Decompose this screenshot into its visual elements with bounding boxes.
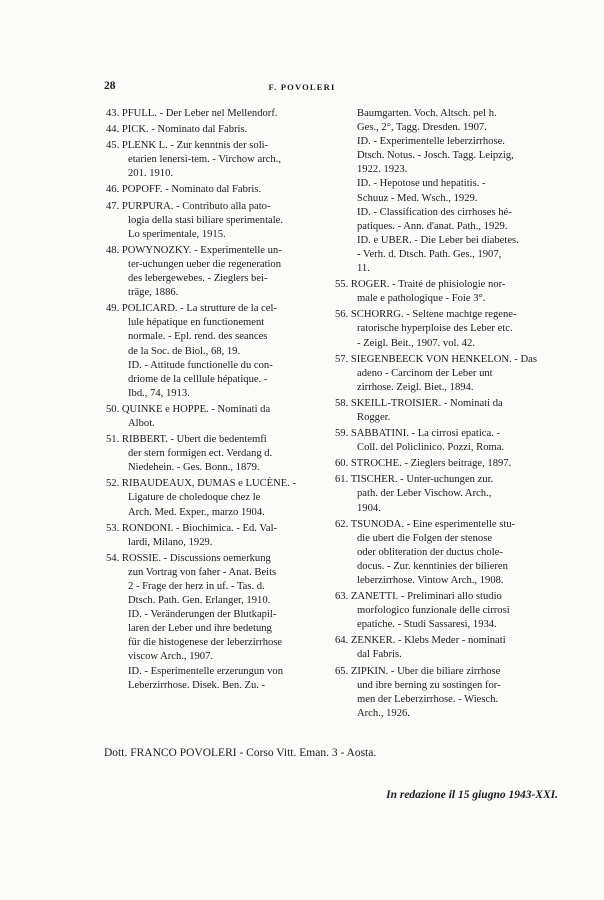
bibliography-entry bbox=[335, 590, 560, 632]
entry-line: oder obliteration der ductus chole- bbox=[357, 546, 503, 558]
bibliography-entry bbox=[335, 107, 560, 276]
entry-line: 57. SIEGENBEECK VON HENKELON. - Das bbox=[335, 353, 537, 365]
entry-line: viscow Arch., 1907. bbox=[128, 651, 214, 663]
entry-line: logia della stasi biliare sperimentale. bbox=[128, 214, 284, 226]
bibliography-entry bbox=[335, 518, 560, 588]
entry-line: 1904. bbox=[357, 502, 381, 514]
entry-line: 49. POLICARD. - La strutture de la cel- bbox=[106, 303, 277, 315]
entry-line: und ibre berning zu sostingen for- bbox=[357, 679, 501, 691]
bibliography-entry bbox=[106, 244, 331, 300]
entry-line: Ibd., 74, 1913. bbox=[128, 387, 190, 399]
entry-line: adeno - Carcinom der Leber unt bbox=[357, 367, 493, 379]
entry-line: 54. ROSSIE. - Discussions oemerkung bbox=[106, 552, 271, 564]
bibliography-entry bbox=[106, 302, 331, 401]
entry-line: docus. - Zur. kenntinies der bilieren bbox=[357, 560, 508, 572]
entry-line: Ligature de choledoque chez le bbox=[128, 492, 261, 504]
entry-line: zirrhose. Zeigl. Biet., 1894. bbox=[357, 381, 474, 393]
entry-line: ter-uchungen ueber die regeneration bbox=[128, 258, 282, 270]
entry-line: 46. POPOFF. - Nominato dal Fabris. bbox=[106, 184, 262, 196]
bibliography-entry bbox=[335, 473, 560, 515]
entry-line: dal Fabris. bbox=[357, 649, 402, 661]
entry-line: patiques. - Ann. d'anat. Path., 1929. bbox=[357, 220, 508, 232]
bibliography-entry bbox=[106, 477, 331, 519]
entry-line: ratorische hyperploise des Leber etc. bbox=[357, 323, 513, 335]
entry-line: Arch. Med. Exper., marzo 1904. bbox=[128, 506, 265, 518]
entry-line: Rogger. bbox=[357, 411, 391, 423]
entry-line: ID. - Veränderungen der Blutkapil- bbox=[128, 609, 277, 621]
entry-line: leberzirrhose. Vintow Arch., 1908. bbox=[357, 575, 504, 586]
entry-line: 56. SCHORRG. - Seltene machtge regene- bbox=[335, 309, 517, 321]
bibliography-entry bbox=[335, 427, 560, 455]
entry-line: de la Soc. de Biol., 68, 19. bbox=[128, 345, 241, 357]
entry-line: 60. STROCHE. - Zieglers beitrage, 1897. bbox=[335, 458, 512, 470]
bibliography-entry bbox=[106, 200, 331, 242]
bibliography-entry bbox=[335, 353, 560, 395]
entry-line: 53. RONDONI. - Biochimica. - Ed. Val- bbox=[106, 522, 278, 534]
entry-line: - Zeigl. Beit., 1907. vol. 42. bbox=[357, 337, 475, 349]
entry-line: 62. TSUNODA. - Eine esperimentelle stu- bbox=[335, 518, 516, 530]
entry-line: 11. bbox=[357, 263, 370, 275]
entry-line: Lo sperimentale, 1915. bbox=[128, 228, 226, 240]
entry-line: 45. PLENK L. - Zur kenntnis der soli- bbox=[106, 140, 269, 152]
entry-line: Baumgarten. Voch. Altsch. pel h. bbox=[357, 108, 497, 119]
entry-line: 61. TISCHER. - Unter-uchungen zur. bbox=[335, 474, 494, 486]
entry-line: Leberzirrhose. Disek. Ben. Zu. - bbox=[128, 679, 266, 691]
entry-line: 2 - Frage der herz in uf. - Tas. d. bbox=[128, 581, 265, 592]
entry-line: ID. - Attitude functionelle du con- bbox=[128, 359, 273, 371]
entry-line: ID. - Experimentelle leberzirrhose. bbox=[357, 136, 505, 148]
entry-line: ID. - Esperimentelle erzerungun von bbox=[128, 665, 284, 677]
entry-line: Niedehein. - Ges. Bonn., 1879. bbox=[128, 462, 260, 474]
entry-line: path. der Leber Vischow. Arch., bbox=[357, 488, 492, 500]
entry-line: epatiche. - Studi Sassaresi, 1934. bbox=[357, 619, 497, 631]
entry-line: 64. ZENKER. - Klebs Meder - nominati bbox=[335, 635, 506, 647]
entry-line: 59. SABBATINI. - La cirrosi epatica. - bbox=[335, 428, 501, 440]
entry-line: der stern formigen ect. Verdang d. bbox=[128, 448, 273, 460]
bibliography-left-column bbox=[106, 107, 331, 695]
entry-line: laren der Leber und ihre bedetung bbox=[128, 623, 272, 635]
entry-line: Schuuz - Med. Wsch., 1929. bbox=[357, 192, 478, 204]
entry-line: 44. PICK. - Nominato dal Fabris. bbox=[106, 124, 248, 136]
bibliography-entry bbox=[106, 183, 331, 197]
entry-line: 58. SKEILL-TROISIER. - Nominati da bbox=[335, 397, 503, 409]
entry-line: Dtsch. Path. Gen. Erlanger, 1910. bbox=[128, 595, 271, 607]
bibliography-entry bbox=[335, 665, 560, 721]
entry-line: Albot. bbox=[128, 417, 155, 429]
entry-line: ID. e UBER. - Die Leber bei diabetes. bbox=[357, 234, 519, 246]
entry-line: 51. RIBBERT. - Ubert die bedentemfi bbox=[106, 434, 267, 446]
bibliography-entry bbox=[335, 308, 560, 350]
entry-line: Dtsch. Notus. - Josch. Tagg. Leipzig, bbox=[357, 150, 514, 162]
entry-line: 48. POWYNOZKY. - Experimentelle un- bbox=[106, 244, 282, 256]
entry-line: etarien lenersi-tem. - Virchow arch., bbox=[128, 154, 282, 166]
entry-line: normale. - Epl. rend. des seances bbox=[128, 331, 268, 343]
entry-line: 50. QUINKE e HOPPE. - Nominati da bbox=[106, 403, 271, 415]
entry-line: 55. ROGER. - Traité de phisiologie nor- bbox=[335, 279, 506, 291]
entry-line: Arch., 1926. bbox=[357, 707, 410, 719]
bibliography-entry bbox=[106, 403, 331, 431]
running-head: F. POVOLERI bbox=[268, 82, 336, 92]
entry-line: - Verh. d. Dtsch. Path. Ges., 1907, bbox=[357, 248, 502, 260]
entry-line: lule hépatique en functionement bbox=[128, 317, 265, 329]
entry-line: für die histogenese der leberzirrhose bbox=[128, 637, 283, 649]
bibliography-entry bbox=[106, 107, 331, 121]
entry-line: male e pathologique - Foie 3°. bbox=[357, 293, 486, 305]
entry-line: 201. 1910. bbox=[128, 168, 174, 180]
entry-line: des lebergewebes. - Zieglers bei- bbox=[128, 273, 268, 285]
bibliography-entry bbox=[335, 634, 560, 662]
bibliography-entry bbox=[106, 123, 331, 137]
entry-line: 1922. 1923. bbox=[357, 164, 408, 176]
bibliography-entry bbox=[106, 433, 331, 475]
entry-line: Ges., 2°, Tagg. Dresden. 1907. bbox=[357, 122, 487, 134]
page-number: 28 bbox=[104, 80, 116, 92]
entry-line: 63. ZANETTI. - Preliminari allo studio bbox=[335, 591, 502, 603]
entry-line: die ubert die Folgen der stenose bbox=[357, 532, 493, 544]
entry-line: men der Leberzirrhose. - Wiesch. bbox=[357, 693, 499, 705]
entry-line: 52. RIBAUDEAUX, DUMAS e LUCÈNE. - bbox=[106, 478, 297, 490]
entry-line: ID. - Hepotose und hepatitis. - bbox=[357, 178, 486, 190]
bibliography-entry bbox=[106, 522, 331, 550]
bibliography-entry bbox=[106, 139, 331, 181]
bibliography-entry bbox=[106, 552, 331, 693]
bibliography-right-column bbox=[335, 107, 560, 723]
bibliography-entry bbox=[335, 397, 560, 425]
bibliography-entry bbox=[335, 278, 560, 306]
entry-line: 47. PURPURA. - Contributo alla pato- bbox=[106, 200, 271, 212]
submission-date: In redazione il 15 giugno 1943-XXI. bbox=[386, 789, 558, 801]
entry-line: driome de la celllule hépatique. - bbox=[128, 373, 268, 385]
entry-line: morfologico funzionale delle cirrosi bbox=[357, 605, 510, 617]
entry-line: zun Vortrag von faher - Anat. Beits bbox=[128, 566, 277, 578]
author-address: Dott. FRANCO POVOLERI - Corso Vitt. Eman. 3 - Aosta. bbox=[104, 747, 377, 759]
entry-line: 43. PFULL. - Der Leber nel Mellendorf. bbox=[106, 108, 278, 119]
entry-line: lardi, Milano, 1929. bbox=[128, 536, 213, 548]
bibliography-entry bbox=[335, 457, 560, 471]
entry-line: 65. ZIPKIN. - Uber die biliare zirrhose bbox=[335, 665, 501, 677]
entry-line: ID. - Classification des cirrhoses hé- bbox=[357, 206, 512, 218]
entry-line: träge, 1886. bbox=[128, 287, 179, 299]
entry-line: Coll. del Policlinico. Pozzi, Roma. bbox=[357, 442, 505, 454]
